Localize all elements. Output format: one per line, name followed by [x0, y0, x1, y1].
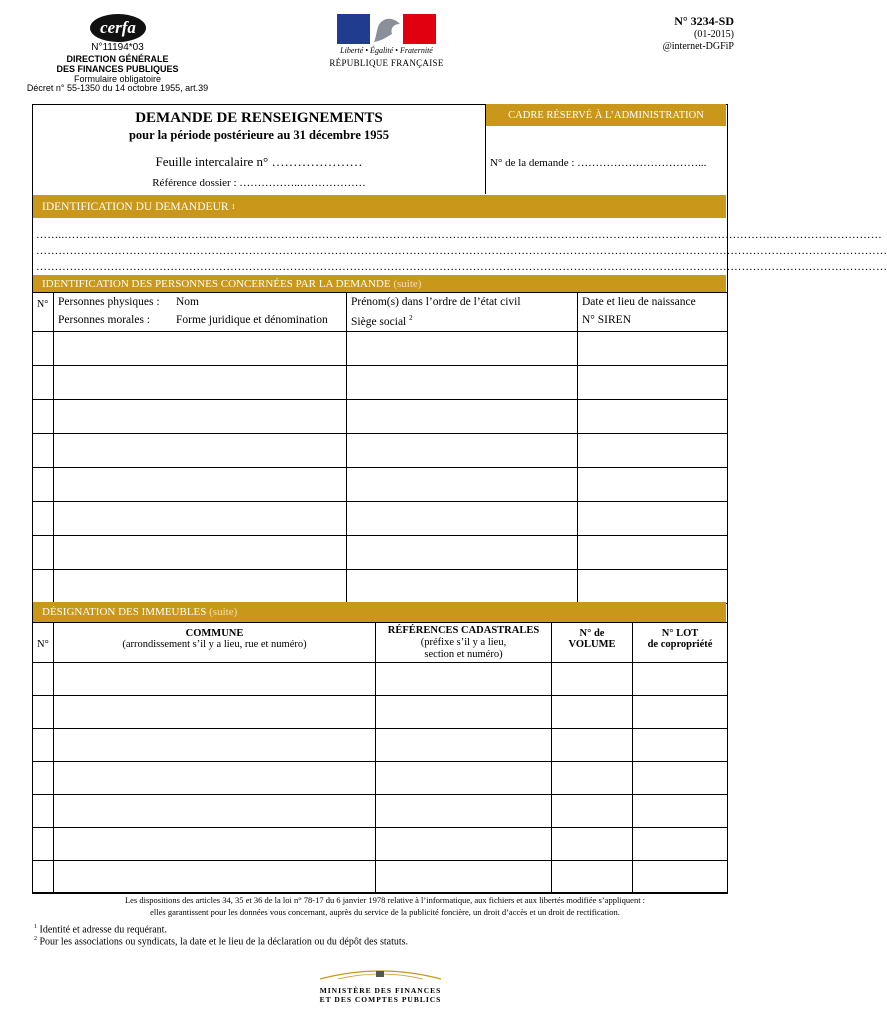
morales-label: Personnes morales :	[58, 314, 150, 326]
cerfa-number: N°11194*03	[91, 42, 144, 53]
cerfa-logo: cerfa	[90, 14, 146, 42]
volume-label-1: N° de	[579, 628, 605, 639]
form-title: DEMANDE DE RENSEIGNEMENTS	[135, 110, 383, 126]
persons-suite: (suite)	[393, 277, 422, 290]
table-row[interactable]	[33, 861, 728, 894]
table-row[interactable]	[33, 400, 728, 434]
demandeur-line-3[interactable]: …………………………………………………………………………………………………………………………………………………………………………………………………………	[36, 261, 887, 273]
immeubles-title: DÉSIGNATION DES IMMEUBLES	[42, 606, 207, 618]
legal-notice-2: elles garantissent pour les données vous concernant, auprès du service de la publicité foncière, un droit d’accès et un droit de rectification.	[150, 907, 620, 917]
volume-label-2: VOLUME	[568, 639, 616, 650]
prenoms-label: Prénom(s) dans l’ordre de l’état civil	[351, 296, 521, 308]
table-row[interactable]	[33, 332, 728, 366]
persons-column-headers	[33, 293, 728, 332]
siege-footnote-ref: 2	[409, 314, 413, 322]
admin-header: CADRE RÉSERVÉ À L’ADMINISTRATION	[486, 104, 726, 126]
ministry-line1: MINISTÈRE DES FINANCES	[319, 986, 442, 995]
immeubles-suite: (suite)	[209, 606, 238, 618]
immeubles-col-volume	[552, 623, 633, 663]
immeubles-col-lot	[633, 623, 728, 663]
refs-label: RÉFÉRENCES CADASTRALES	[387, 625, 540, 636]
table-row[interactable]	[33, 502, 728, 536]
demandeur-line-1[interactable]: ……..…………………………………………………………………………………………………………………………………………………………………………………………………	[36, 229, 882, 241]
footnote-1-num: 1	[34, 924, 37, 930]
table-row[interactable]	[33, 729, 728, 762]
immeubles-header	[33, 602, 726, 622]
ministry-emblem-icon	[318, 967, 443, 981]
lot-label-1: N° LOT	[661, 628, 699, 639]
direction-line2: DES FINANCES PUBLIQUES	[56, 64, 179, 74]
persons-col-date	[578, 293, 728, 332]
immeubles-col-commune	[54, 623, 376, 663]
table-row[interactable]	[33, 468, 728, 502]
motto: Liberté • Égalité • Fraternité	[340, 46, 433, 55]
ministry-line2: ET DES COMPTES PUBLICS	[319, 995, 442, 1004]
immeubles-table	[32, 622, 728, 894]
marianne-logo	[337, 14, 436, 44]
direction-line1: DIRECTION GÉNÉRALE	[66, 54, 169, 64]
identification-header	[33, 195, 726, 218]
demandeur-line-2[interactable]: …………………………………………………………………………………………………………………………………………………………………………………………………………	[36, 245, 887, 257]
footnote-1	[34, 924, 724, 935]
formulaire-obligatoire: Formulaire obligatoire	[73, 74, 162, 84]
table-row[interactable]	[33, 570, 728, 604]
forme-juridique-label: Forme juridique et dénomination	[176, 314, 328, 326]
siege-label: Siège social	[351, 315, 407, 328]
lot-label-2: de copropriété	[647, 639, 713, 650]
table-row[interactable]	[33, 366, 728, 400]
footnote-2-text: Pour les associations ou syndicats, la date et le lieu de la déclaration ou du dépôt des statuts.	[39, 936, 409, 948]
persons-col-num: N°	[33, 293, 54, 332]
table-row[interactable]	[33, 762, 728, 795]
feuille-intercalaire-field[interactable]: Feuille intercalaire n° …………………	[155, 154, 363, 169]
footnote-2-num: 2	[34, 936, 37, 942]
identification-footnote-ref: 1	[231, 202, 236, 211]
form-number: N° 3234-SD	[674, 14, 734, 28]
table-row[interactable]	[33, 828, 728, 861]
table-row[interactable]	[33, 663, 728, 696]
refs-sub1: (préfixe s’il y a lieu,	[420, 637, 507, 648]
commune-label: COMMUNE	[185, 628, 244, 639]
ministry-logo	[318, 967, 443, 1004]
siren-label: N° SIREN	[582, 314, 632, 326]
footnote-2	[34, 936, 724, 947]
immeubles-col-refs	[376, 623, 552, 663]
physiques-label: Personnes physiques :	[58, 296, 160, 308]
immeubles-column-headers	[33, 623, 728, 663]
reference-dossier-field[interactable]: Référence dossier : ……………..………………	[152, 177, 366, 189]
immeubles-col-num: N°	[33, 623, 54, 663]
form-source: @internet-DGFiP	[662, 41, 734, 52]
persons-table	[32, 292, 728, 604]
refs-sub2: section et numéro)	[424, 649, 503, 660]
nom-label: Nom	[176, 296, 199, 308]
identification-title: IDENTIFICATION DU DEMANDEUR	[42, 200, 229, 213]
form-subtitle: pour la période postérieure au 31 décembre 1955	[128, 128, 390, 142]
numero-demande-field[interactable]: N° de la demande : ……………………………...	[490, 157, 707, 169]
persons-header	[33, 275, 726, 292]
persons-title: IDENTIFICATION DES PERSONNES CONCERNÉES PAR LA DEMANDE	[42, 277, 391, 290]
form-date: (01-2015)	[694, 29, 734, 40]
republique-francaise: RÉPUBLIQUE FRANÇAISE	[329, 58, 444, 68]
persons-col-prenoms	[347, 293, 578, 332]
legal-notice-1: Les dispositions des articles 34, 35 et 36 de la loi n° 78-17 du 6 janvier 1978 relative à l’informatique, aux fichiers et aux libertés modifiée s’appliquent :	[124, 895, 646, 905]
date-lieu-label: Date et lieu de naissance	[582, 296, 696, 308]
persons-col-nom	[54, 293, 347, 332]
table-row[interactable]	[33, 536, 728, 570]
table-row[interactable]	[33, 434, 728, 468]
table-row[interactable]	[33, 696, 728, 729]
footnote-1-text: Identité et adresse du requérant.	[39, 924, 167, 936]
table-row[interactable]	[33, 795, 728, 828]
decret: Décret n° 55-1350 du 14 octobre 1955, art.39	[26, 83, 209, 93]
commune-sub-label: (arrondissement s’il y a lieu, rue et numéro)	[122, 639, 307, 650]
